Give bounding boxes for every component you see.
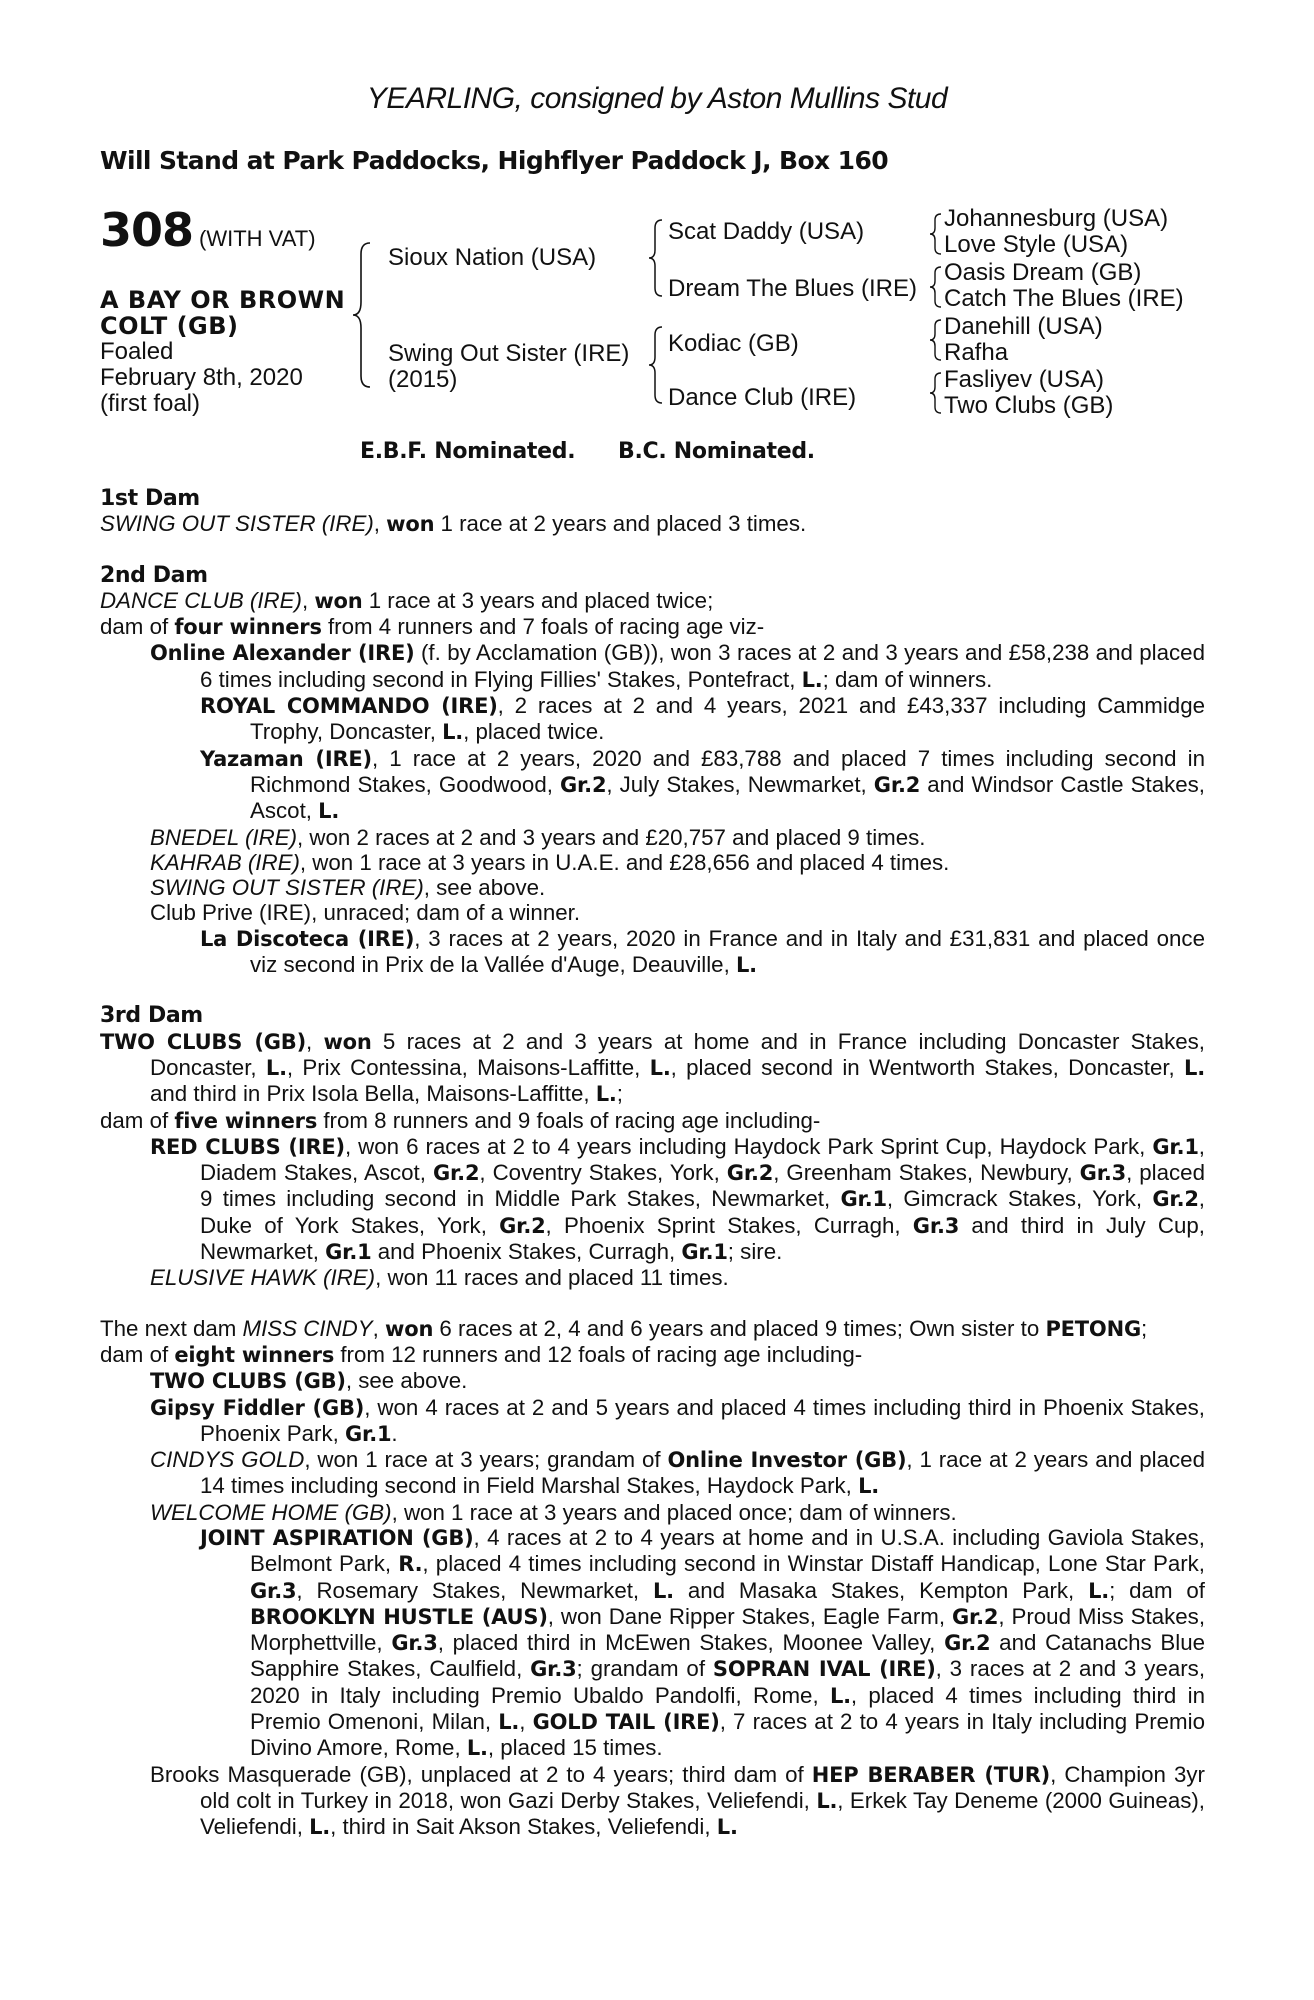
progeny-elusive-hawk xyxy=(150,1265,1205,1290)
text-span: five winners xyxy=(174,1108,318,1133)
text-span: dam of xyxy=(100,614,175,640)
text-span: and Masaka Stakes, Kempton Park, xyxy=(673,1577,1089,1603)
progeny-club-prive xyxy=(150,900,1205,925)
text-span: Online Investor (GB) xyxy=(667,1448,907,1473)
text-span: Brooks Masquerade (GB), unplaced at 2 to 4 years; third dam of xyxy=(150,1761,812,1787)
third-dam-entry: TWO CLUBS (GB), won 5 races at 2 and 3 years at home and in France including Doncaster Stakes, Doncaster, L., Prix Contessina, Maisons-Laffitte, L., placed second in Wentworth Stakes, Doncaster, L. and third in Prix Isola Bella, Maisons-Laffitte, L.; xyxy=(100,1028,1206,1107)
text-span: , July Stakes, Newmarket, xyxy=(606,771,874,797)
text-span: L. xyxy=(801,667,823,692)
text-span: L. xyxy=(265,1055,287,1080)
text-span: ROYAL COMMANDO (IRE) xyxy=(200,694,498,719)
third-dam-produce xyxy=(100,1108,1205,1134)
text-span: L. xyxy=(466,1736,488,1761)
text-span: Gr.2 xyxy=(559,772,607,797)
text-span: SOPRAN IVAL (IRE) xyxy=(712,1657,936,1682)
horse-description xyxy=(100,287,345,417)
text-span: , won 2 races at 2 and 3 years and £20,757 and placed 9 times. xyxy=(297,824,926,850)
text-span: L. xyxy=(1088,1578,1110,1603)
text-span: from 12 runners and 12 foals of racing age including- xyxy=(334,1341,863,1367)
text-span: Gr.1 xyxy=(345,1421,392,1446)
progeny-joint-aspiration xyxy=(200,1525,1205,1762)
text-span: , 4 races at 2 to 4 years at home and in U.S.A. including Gaviola Stakes, Belmont Park, xyxy=(250,1524,1205,1577)
text-span: , Diadem Stakes, Ascot, xyxy=(200,1133,1205,1186)
text-span: , placed third in McEwen Stakes, Moonee Valley, xyxy=(437,1630,945,1656)
text-span: Gr.3 xyxy=(391,1631,438,1656)
text-span: SWING OUT SISTER (IRE) xyxy=(150,875,424,901)
text-span: Gr.2 xyxy=(873,772,921,797)
text-span: , third in Sait Akson Stakes, Veliefendi, xyxy=(330,1814,717,1840)
text-span: L. xyxy=(595,1082,617,1107)
pedigree-g3-6: Rafha xyxy=(944,339,1009,366)
text-span: , won 11 races and placed 11 times. xyxy=(375,1265,729,1291)
text-span: ; dam of xyxy=(1109,1577,1205,1603)
text-span: ; xyxy=(1140,1315,1148,1341)
text-span: 6 races at 2, 4 and 6 years and placed 9 times; Own sister to xyxy=(433,1315,1046,1341)
text-span: , won 1 race at 3 years and placed once; dam of winners. xyxy=(391,1499,957,1525)
text-span: won xyxy=(323,1029,372,1054)
first-dam-entry: SWING OUT SISTER (IRE), won 1 race at 2 years and placed 3 times. xyxy=(100,511,807,537)
text-span: from 4 runners and 7 foals of racing age viz- xyxy=(321,614,765,640)
lot-header xyxy=(100,203,316,257)
lot-number: 308 xyxy=(100,203,194,257)
pedigree-brace-g3-4 xyxy=(928,371,944,415)
text-span: KAHRAB (IRE) xyxy=(150,849,300,875)
progeny-swing-out-sister xyxy=(150,875,1205,900)
text-span: Gr.1 xyxy=(681,1240,728,1265)
text-span: , xyxy=(519,1709,533,1735)
text-span: Gr.3 xyxy=(250,1578,297,1603)
text-span: , won 1 race at 3 years; grandam of xyxy=(304,1447,668,1473)
pedigree-g3-2: Love Style (USA) xyxy=(944,231,1129,258)
text-span: RED CLUBS (IRE) xyxy=(150,1134,345,1159)
horse-name-line1: A BAY OR BROWN xyxy=(100,286,346,314)
won-label: won xyxy=(314,588,363,613)
text-span: Gr.2 xyxy=(1152,1187,1199,1212)
pedigree-brace-g3-2 xyxy=(928,265,944,309)
pedigree-brace-main xyxy=(350,240,374,390)
text-span: ELUSIVE HAWK (IRE) xyxy=(150,1265,376,1291)
first-dam-heading: 1st Dam xyxy=(100,486,200,511)
text-span: BROOKLYN HUSTLE (AUS) xyxy=(250,1604,548,1629)
text-span: CINDYS GOLD xyxy=(150,1447,305,1473)
pedigree-g3-4: Catch The Blues (IRE) xyxy=(944,285,1184,312)
text-span: , 1 race at 2 years and placed 14 times including second in Field Marshal Stakes, Haydock Park, xyxy=(200,1447,1205,1499)
text-span: , Greenham Stakes, Newbury, xyxy=(773,1160,1080,1186)
text-span: BNEDEL (IRE) xyxy=(150,824,298,850)
text-span: won xyxy=(385,1316,434,1341)
text-span: Club Prive (IRE), unraced; dam of a winner. xyxy=(150,900,581,926)
text-span: , placed twice. xyxy=(463,719,605,745)
text-span: ; xyxy=(616,1081,623,1107)
text-span: L. xyxy=(318,799,340,824)
text-span: , placed 15 times. xyxy=(487,1735,663,1761)
first-dam-text: 1 race at 2 years and placed 3 times. xyxy=(434,511,807,537)
text-span: and third in July Cup, Newmarket, xyxy=(200,1212,1206,1265)
progeny-yazaman xyxy=(200,746,1205,825)
text-span: , placed 4 times including third in Premio Omenoni, Milan, xyxy=(250,1682,1205,1735)
vat-note: (WITH VAT) xyxy=(199,226,316,251)
progeny-la-discoteca xyxy=(200,926,1205,979)
text-span: , 2 races at 2 and 4 years, 2021 and £43,337 including Cammidge Trophy, Doncaster, xyxy=(250,693,1205,745)
foaled-label: Foaled xyxy=(100,338,174,365)
text-span: Gr.3 xyxy=(530,1657,577,1682)
text-span: , Phoenix Sprint Stakes, Curragh, xyxy=(545,1212,913,1238)
text-span: The next dam xyxy=(100,1315,243,1341)
text-span: Gr.1 xyxy=(325,1240,372,1265)
pedigree-brace-g3-1 xyxy=(928,212,944,256)
pedigree-sire-dam: Dream The Blues (IRE) xyxy=(668,275,917,302)
text-span: L. xyxy=(1184,1055,1206,1080)
pedigree-g3-8: Two Clubs (GB) xyxy=(944,392,1114,419)
text-span: L. xyxy=(442,720,464,745)
text-span: ; grandam of xyxy=(576,1656,713,1682)
pedigree-sire: Sioux Nation (USA) xyxy=(388,244,597,271)
progeny-royal-commando xyxy=(200,693,1205,746)
text-span: , xyxy=(372,1315,386,1341)
pedigree-g3-1: Johannesburg (USA) xyxy=(944,205,1169,232)
progeny-kahrab xyxy=(150,850,1205,875)
text-span: , won Dane Ripper Stakes, Eagle Farm, xyxy=(547,1603,952,1629)
bc-nomination: B.C. Nominated. xyxy=(618,439,815,464)
text-span: Gr.1 xyxy=(840,1187,887,1212)
text-span: TWO CLUBS (GB) xyxy=(150,1369,346,1394)
text-span: WELCOME HOME (GB) xyxy=(150,1499,392,1525)
text-span: L. xyxy=(649,1055,671,1080)
text-span: ; dam of winners. xyxy=(822,666,993,692)
text-span: dam of xyxy=(100,1341,175,1367)
text-span: Gr.2 xyxy=(432,1161,480,1186)
text-span: JOINT ASPIRATION (GB) xyxy=(200,1525,474,1550)
text-span: , won 4 races at 2 and 5 years and placed 4 times including third in Phoenix Stakes, Phoenix Park, xyxy=(200,1394,1205,1446)
text-span: R. xyxy=(398,1552,423,1577)
text-span: ; sire. xyxy=(727,1239,783,1265)
text-span: L. xyxy=(498,1710,520,1735)
text-span: L. xyxy=(829,1683,851,1708)
text-span: , see above. xyxy=(423,875,546,901)
text-span: , 1 race at 2 years, 2020 and £83,788 and placed 7 times including second in Richmond Stakes, Goodwood, xyxy=(250,745,1205,797)
pedigree-g3-7: Fasliyev (USA) xyxy=(944,366,1105,393)
text-span: PETONG xyxy=(1045,1316,1141,1341)
foaled-date: February 8th, 2020 xyxy=(100,364,303,391)
text-span: GOLD TAIL (IRE) xyxy=(532,1710,720,1735)
text-span: dam of xyxy=(100,1107,175,1133)
next-dam-produce xyxy=(100,1342,1205,1368)
horse-name-line2: COLT (GB) xyxy=(100,312,239,340)
second-dam-heading: 2nd Dam xyxy=(100,562,208,588)
text-span: and Windsor Castle Stakes, Ascot, xyxy=(250,771,1205,824)
text-span: . xyxy=(391,1420,398,1446)
pedigree-dam-sire: Kodiac (GB) xyxy=(668,330,799,357)
pedigree-brace-dam xyxy=(646,325,666,405)
text-span: L. xyxy=(816,1788,838,1813)
text-span: , Champion 3yr old colt in Turkey in 2018, won Gazi Derby Stakes, Veliefendi, xyxy=(200,1761,1205,1813)
text-span: Online Alexander (IRE) xyxy=(150,641,415,666)
second-dam-text: 1 race at 3 years and placed twice; xyxy=(362,587,714,613)
progeny-welcome-home xyxy=(150,1500,1205,1525)
text-span: , 7 races at 2 to 4 years in Italy including Premio Divino Amore, Rome, xyxy=(250,1709,1205,1761)
text-span: eight winners xyxy=(174,1342,335,1367)
text-span: La Discoteca (IRE) xyxy=(200,926,415,951)
pedigree-brace-g3-3 xyxy=(928,318,944,362)
text-span: HEP BERABER (TUR) xyxy=(811,1762,1051,1787)
text-span: Gr.2 xyxy=(951,1604,999,1629)
third-dam-heading: 3rd Dam xyxy=(100,1003,203,1029)
second-dam-produce xyxy=(100,614,1205,640)
pedigree-dam-year: (2015) xyxy=(388,366,458,393)
text-span: , see above. xyxy=(345,1368,468,1394)
text-span: , Prix Contessina, Maisons-Laffitte, xyxy=(286,1054,650,1080)
text-span: (f. by Acclamation (GB)), won 3 races at 2 and 3 years and £58,238 and placed 6 times including second in Flying Fillies' Stakes, Pontefract, xyxy=(200,640,1205,692)
text-span: Gr.2 xyxy=(726,1161,774,1186)
text-span: Gipsy Fiddler (GB) xyxy=(150,1395,365,1420)
text-span: L. xyxy=(716,1815,738,1840)
text-span: L. xyxy=(858,1474,880,1499)
text-span: , 3 races at 2 and 3 years, 2020 in Italy including Premio Ubaldo Pandolfi, Rome, xyxy=(250,1656,1206,1708)
text-span: from 8 runners and 9 foals of racing age including- xyxy=(317,1107,821,1133)
foal-note: (first foal) xyxy=(100,390,201,417)
first-dam-name: SWING OUT SISTER (IRE) xyxy=(100,511,374,537)
won-label: won xyxy=(386,512,435,537)
text-span: TWO CLUBS (GB) xyxy=(100,1029,306,1054)
text-span: , Erkek Tay Deneme (2000 Guineas), Veliefendi, xyxy=(200,1787,1205,1840)
dam-history xyxy=(100,486,1205,1841)
text-span: L. xyxy=(652,1578,674,1603)
text-span: L. xyxy=(309,1815,331,1840)
text-span: , Proud Miss Stakes, Morphettville, xyxy=(250,1603,1206,1656)
stand-location: Will Stand at Park Paddocks, Highflyer Paddock J, Box 160 xyxy=(100,146,889,175)
text-span: , Duke of York Stakes, York, xyxy=(200,1186,1205,1238)
text-span: MISS CINDY xyxy=(242,1315,373,1341)
progeny-gipsy-fiddler xyxy=(150,1395,1205,1448)
ebf-nomination: E.B.F. Nominated. xyxy=(360,439,576,464)
next-dam-entry xyxy=(100,1316,1205,1342)
text-span: , placed 9 times including second in Middle Park Stakes, Newmarket, xyxy=(200,1160,1205,1212)
text-span: Gr.2 xyxy=(499,1213,546,1238)
text-span: L. xyxy=(735,953,757,978)
text-span: , placed 4 times including second in Winstar Distaff Handicap, Lone Star Park, xyxy=(422,1551,1205,1577)
progeny-online-alexander xyxy=(150,640,1205,693)
text-span: and Phoenix Stakes, Curragh, xyxy=(371,1239,682,1265)
text-span: , Rosemary Stakes, Newmarket, xyxy=(296,1577,653,1603)
pedigree-g3-5: Danehill (USA) xyxy=(944,313,1103,340)
pedigree-dam-dam: Dance Club (IRE) xyxy=(668,384,857,411)
pedigree-sire-sire: Scat Daddy (USA) xyxy=(668,218,865,245)
progeny-red-clubs xyxy=(150,1134,1205,1265)
text-span: and third in Prix Isola Bella, Maisons-Laffitte, xyxy=(150,1081,596,1107)
progeny-cindys-gold xyxy=(150,1447,1205,1500)
text-span: , Gimcrack Stakes, York, xyxy=(886,1186,1153,1212)
pedigree-g3-3: Oasis Dream (GB) xyxy=(944,259,1142,286)
second-dam-name: DANCE CLUB (IRE) xyxy=(100,587,302,613)
progeny-brooks-masquerade xyxy=(150,1762,1205,1841)
text-span: four winners xyxy=(174,615,322,640)
text-span: , won 1 race at 3 years in U.A.E. and £28,656 and placed 4 times. xyxy=(299,849,950,875)
text-span: Yazaman (IRE) xyxy=(200,746,372,771)
pedigree-dam: Swing Out Sister (IRE) xyxy=(388,340,630,367)
second-dam-entry: DANCE CLUB (IRE), won 1 race at 3 years and placed twice; xyxy=(100,587,714,613)
text-span: 5 races at 2 and 3 years at home and in France including Doncaster Stakes, Doncaster, xyxy=(150,1028,1205,1080)
text-span: , placed second in Wentworth Stakes, Doncaster, xyxy=(670,1054,1185,1080)
text-span: , Coventry Stakes, York, xyxy=(479,1160,727,1186)
catalogue-title: YEARLING, consigned by Aston Mullins Stud xyxy=(366,82,948,115)
progeny-bnedel xyxy=(150,825,1205,850)
text-span: Gr.3 xyxy=(1079,1161,1127,1186)
text-span: Gr.2 xyxy=(944,1631,991,1656)
progeny-two-clubs xyxy=(150,1368,1205,1394)
text-span: , 3 races at 2 years, 2020 in France and in Italy and £31,831 and placed once viz second in Prix de la Vallée d'Auge, Deauville, xyxy=(250,925,1205,978)
text-span: and Catanachs Blue Sapphire Stakes, Caulfield, xyxy=(250,1630,1206,1682)
text-span: Gr.3 xyxy=(912,1213,960,1238)
pedigree-brace-sire xyxy=(646,218,666,298)
text-span: , won 6 races at 2 to 4 years including Haydock Park Sprint Cup, Haydock Park, xyxy=(344,1133,1153,1159)
text-span: Gr.1 xyxy=(1152,1134,1199,1159)
